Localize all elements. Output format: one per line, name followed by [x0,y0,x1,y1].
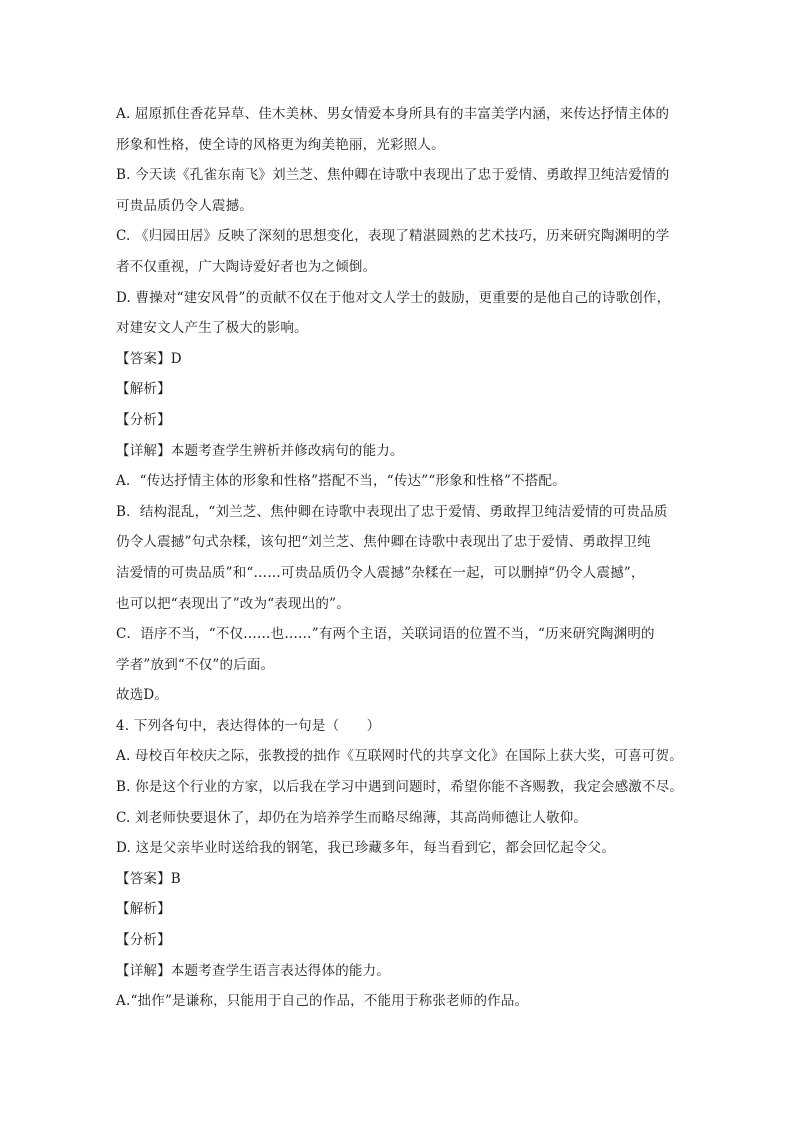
option-d-line-1: D. 曹操对“建安风骨”的贡献不仅在于他对文人学士的鼓励，更重要的是他自己的诗歌创作， [116,289,671,306]
explanation-intro: 【详解】本题考查学生辨析并修改病句的能力。 [116,442,404,459]
q4-breakdown-heading: 【分析】 [116,932,171,949]
option-b-line-2: 可贵品质仍令人震撼。 [116,197,253,214]
option-c-line-1: C. 《归园田居》反映了深刻的思想变化，表现了精湛圆熟的艺术技巧，历来研究陶渊明的学 [116,228,670,245]
q4-answer-label: 【答案】B [116,870,181,887]
explanation-b-line-2: 仍令人震撼”句式杂糅，该句把“刘兰芝、焦仲卿在诗歌中表现出了忠于爱情、勇敢捍卫纯 [116,534,651,551]
option-d-line-2: 对建安文人产生了极大的影响。 [116,320,308,337]
explanation-b-line-1: B．结构混乱，“刘兰芝、焦仲卿在诗歌中表现出了忠于爱情、勇敢捍卫纯洁爱情的可贵品质 [116,503,668,520]
explanation-a: A．“传达抒情主体的形象和性格”搭配不当，“传达”“形象和性格”不搭配。 [116,473,566,490]
q4-option-a: A. 母校百年校庆之际，张教授的拙作《互联网时代的共享文化》在国际上获大奖，可喜可贺。 [116,748,683,765]
q4-option-c: C. 刘老师快要退休了，却仍在为培养学生而略尽绵薄，其高尚师德让人敬仰。 [116,809,588,826]
option-b-line-1: B. 今天读《孔雀东南飞》刘兰芝、焦仲卿在诗歌中表现出了忠于爱情、勇敢捍卫纯洁爱情的 [116,167,670,184]
q4-analysis-heading: 【解析】 [116,901,171,918]
q4-explanation-a: A.“拙作”是谦称，只能用于自己的作品，不能用于称张老师的作品。 [116,993,529,1010]
q4-explanation-intro: 【详解】本题考查学生语言表达得体的能力。 [116,962,390,979]
option-a-line-1: A. 屈原抓住香花异草、佳木美林、男女情爱本身所具有的丰富美学内涵，来传达抒情主体的 [116,106,670,122]
q4-option-d: D. 这是父亲毕业时送给我的钢笔，我已珍藏多年，每当看到它，都会回忆起令父。 [116,840,616,857]
explanation-b-line-4: 也可以把“表现出了”改为“表现出的”。 [116,595,350,612]
conclusion: 故选D。 [116,687,169,704]
option-c-line-2: 者不仅重视，广大陶诗爱好者也为之倾倒。 [116,258,377,275]
explanation-c-line-2: 学者”放到“不仅”的后面。 [116,656,275,673]
option-a-line-2: 形象和性格，使全诗的风格更为绚美艳丽，光彩照人。 [116,136,445,153]
q4-option-b: B. 你是这个行业的方家，以后我在学习中遇到问题时，希望你能不吝赐教，我定会感激不尽。 [116,779,684,796]
analysis-heading: 【解析】 [116,381,171,398]
question-4-stem: 4. 下列各句中，表达得体的一句是（ ） [116,717,381,734]
explanation-b-line-3: 洁爱情的可贵品质”和“……可贵品质仍令人震撼”杂糅在一起，可以删掉“仍令人震撼”， [116,564,645,581]
breakdown-heading: 【分析】 [116,411,171,428]
answer-label: 【答案】D [116,350,182,367]
explanation-c-line-1: C．语序不当，“不仅……也……”有两个主语，关联词语的位置不当，“历来研究陶渊明的 [116,626,655,643]
document-body [116,99,686,1017]
